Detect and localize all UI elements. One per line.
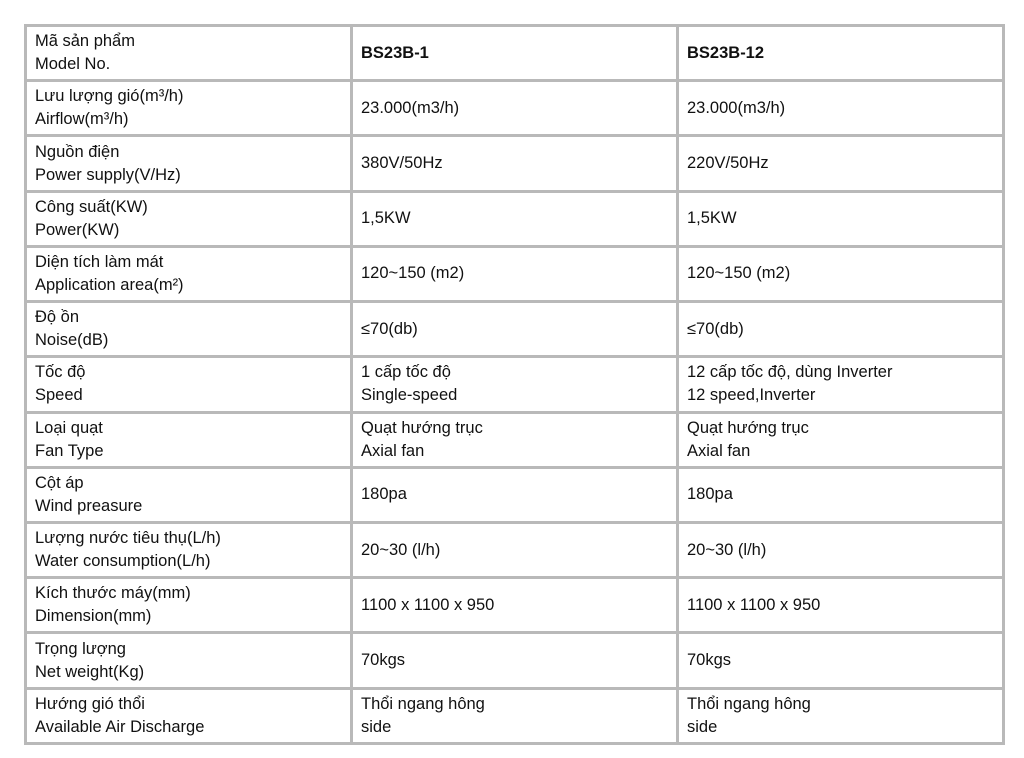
- spec-value: 1,5KW: [361, 209, 411, 228]
- table-row: [26, 467, 1004, 522]
- spec-value: Axial fan: [687, 441, 751, 460]
- spec-value: 1100 x 1100 x 950: [361, 595, 495, 614]
- spec-value: 20~30 (l/h): [687, 540, 767, 559]
- model-a-value-cell: [352, 136, 678, 191]
- label-vi: Lưu lượng gió(m³/h): [35, 87, 184, 106]
- spec-label-cell: [26, 688, 352, 743]
- spec-label-cell: [26, 26, 352, 81]
- model-b-value-cell: [678, 578, 1004, 633]
- table-row: [26, 578, 1004, 633]
- spec-value: Quạt hướng trục: [361, 418, 483, 437]
- spec-label-cell: [26, 578, 352, 633]
- label-en: Model No.: [35, 55, 111, 74]
- spec-value: ≤70(db): [361, 319, 418, 338]
- label-vi: Trọng lượng: [35, 639, 126, 658]
- label-en: Airflow(m³/h): [35, 110, 129, 129]
- model-a-value-cell: [352, 578, 678, 633]
- label-vi: Hướng gió thổi: [35, 694, 145, 713]
- label-vi: Cột áp: [35, 473, 84, 492]
- table-row: [26, 302, 1004, 357]
- label-en: Application area(m²): [35, 275, 184, 294]
- model-b-value-cell: [678, 633, 1004, 688]
- label-vi: Lượng nước tiêu thụ(L/h): [35, 529, 221, 548]
- model-a-value-cell: [352, 26, 678, 81]
- label-en: Speed: [35, 386, 83, 405]
- spec-label-cell: [26, 302, 352, 357]
- model-a-value-cell: [352, 191, 678, 246]
- spec-value: 70kgs: [687, 651, 732, 670]
- spec-value: 70kgs: [361, 651, 406, 670]
- table-row: [26, 522, 1004, 577]
- model-a-value-cell: [352, 467, 678, 522]
- spec-label-cell: [26, 522, 352, 577]
- model-number: BS23B-12: [687, 43, 765, 62]
- spec-value: Thổi ngang hông: [361, 694, 485, 713]
- spec-table-body: [26, 26, 1004, 744]
- model-a-value-cell: [352, 302, 678, 357]
- spec-value: 180pa: [361, 485, 407, 504]
- model-b-value-cell: [678, 412, 1004, 467]
- model-b-value-cell: [678, 191, 1004, 246]
- table-row: [26, 191, 1004, 246]
- label-vi: Tốc độ: [35, 363, 86, 382]
- label-en: Water consumption(L/h): [35, 552, 211, 571]
- table-row: [26, 688, 1004, 743]
- spec-value: 12 speed,Inverter: [687, 386, 816, 405]
- spec-label-cell: [26, 357, 352, 412]
- table-row: [26, 633, 1004, 688]
- label-en: Noise(dB): [35, 331, 109, 350]
- spec-value: 1 cấp tốc độ: [361, 363, 451, 382]
- spec-value: 20~30 (l/h): [361, 540, 441, 559]
- spec-table: [24, 24, 1005, 745]
- model-b-value-cell: [678, 357, 1004, 412]
- spec-value: side: [687, 717, 718, 736]
- spec-label-cell: [26, 412, 352, 467]
- spec-value: 23.000(m3/h): [687, 98, 786, 117]
- spec-value: Single-speed: [361, 386, 458, 405]
- spec-value: ≤70(db): [687, 319, 744, 338]
- model-a-value-cell: [352, 246, 678, 301]
- table-row: [26, 81, 1004, 136]
- spec-value: 380V/50Hz: [361, 154, 443, 173]
- label-vi: Nguồn điện: [35, 142, 120, 161]
- spec-label-cell: [26, 81, 352, 136]
- model-a-value-cell: [352, 522, 678, 577]
- label-en: Power supply(V/Hz): [35, 165, 181, 184]
- label-en: Dimension(mm): [35, 607, 152, 626]
- label-en: Wind preasure: [35, 496, 143, 515]
- spec-value: 180pa: [687, 485, 733, 504]
- label-vi: Công suất(KW): [35, 197, 148, 216]
- spec-value: Axial fan: [361, 441, 425, 460]
- model-b-value-cell: [678, 688, 1004, 743]
- spec-value: 120~150 (m2): [361, 264, 465, 283]
- model-b-value-cell: [678, 246, 1004, 301]
- spec-value: 120~150 (m2): [687, 264, 791, 283]
- label-vi: Độ ồn: [35, 308, 80, 327]
- table-row: [26, 246, 1004, 301]
- model-b-value-cell: [678, 467, 1004, 522]
- model-a-value-cell: [352, 688, 678, 743]
- model-number: BS23B-1: [361, 43, 429, 62]
- spec-value: Thổi ngang hông: [687, 694, 811, 713]
- table-header-row: [26, 26, 1004, 81]
- spec-value: 220V/50Hz: [687, 154, 769, 173]
- table-row: [26, 357, 1004, 412]
- spec-label-cell: [26, 467, 352, 522]
- label-en: Net weight(Kg): [35, 662, 145, 681]
- model-a-value-cell: [352, 412, 678, 467]
- spec-value: 23.000(m3/h): [361, 98, 460, 117]
- model-b-value-cell: [678, 302, 1004, 357]
- spec-value: 1100 x 1100 x 950: [687, 595, 821, 614]
- spec-value: Quạt hướng trục: [687, 418, 809, 437]
- label-en: Available Air Discharge: [35, 717, 205, 736]
- model-a-value-cell: [352, 357, 678, 412]
- model-b-value-cell: [678, 81, 1004, 136]
- table-row: [26, 412, 1004, 467]
- spec-value: 12 cấp tốc độ, dùng Inverter: [687, 363, 893, 382]
- spec-value: 1,5KW: [687, 209, 737, 228]
- model-a-value-cell: [352, 81, 678, 136]
- spec-label-cell: [26, 136, 352, 191]
- table-row: [26, 136, 1004, 191]
- label-vi: Mã sản phẩm: [35, 32, 135, 51]
- spec-label-cell: [26, 191, 352, 246]
- label-vi: Loại quạt: [35, 418, 103, 437]
- label-vi: Diện tích làm mát: [35, 252, 164, 271]
- spec-label-cell: [26, 246, 352, 301]
- model-b-value-cell: [678, 522, 1004, 577]
- label-en: Fan Type: [35, 441, 104, 460]
- model-b-value-cell: [678, 136, 1004, 191]
- label-en: Power(KW): [35, 220, 120, 239]
- spec-label-cell: [26, 633, 352, 688]
- label-vi: Kích thước máy(mm): [35, 584, 191, 603]
- model-b-value-cell: [678, 26, 1004, 81]
- spec-value: side: [361, 717, 392, 736]
- model-a-value-cell: [352, 633, 678, 688]
